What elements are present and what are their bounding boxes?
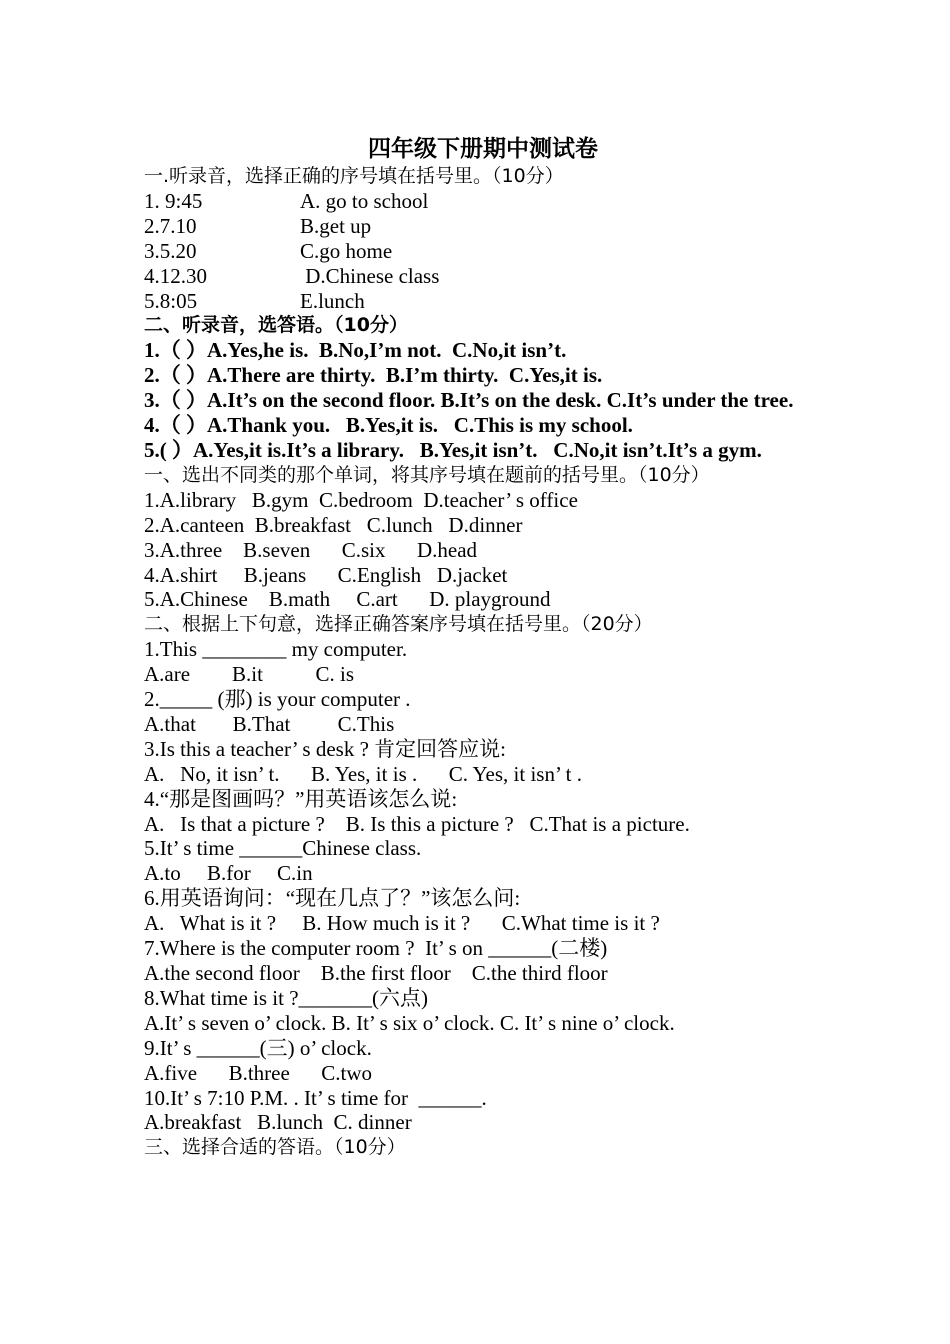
answer-options: A. Is that a picture ? B. Is this a picture ? C.That is a picture.: [144, 811, 690, 836]
question-line: 8.What time is it ?_______(六点): [144, 985, 429, 1010]
item-right: D.Chinese class: [300, 263, 440, 288]
answer-options: A.to B.for C.in: [144, 861, 313, 886]
answer-options: A. No, it isn’ t. B. Yes, it is . C. Yes, it isn’ t .: [144, 761, 582, 786]
item-right: B.get up: [300, 213, 372, 238]
answer-options: A.are B.it C. is: [144, 662, 354, 687]
item-left: 2.7.10: [144, 213, 197, 238]
section5-heading: 三、选择合适的答语。（10分）: [144, 1136, 406, 1159]
list-item: [144, 189, 806, 214]
question-item: 1.A.library B.gym C.bedroom D.teacher’ s office: [144, 487, 578, 512]
item-right: E.lunch: [300, 288, 365, 313]
answer-options: A.breakfast B.lunch C. dinner: [144, 1110, 412, 1135]
list-item: [144, 214, 806, 239]
question-item: 2.A.canteen B.breakfast C.lunch D.dinner: [144, 512, 523, 537]
question-line: 10.It’ s 7:10 P.M. . It’ s time for ______.: [144, 1085, 487, 1110]
question-line: 6.用英语询问：“现在几点了？”该怎么问:: [144, 886, 521, 911]
list-item: [144, 239, 806, 264]
question-line: 1.This ________ my computer.: [144, 637, 408, 662]
question-line: 7.Where is the computer room ? It’ s on ______(二楼): [144, 936, 608, 961]
question-line: 5.It’ s time ______Chinese class.: [144, 836, 422, 861]
answer-options: A.that B.That C.This: [144, 711, 395, 736]
question-item: 4.（ ）A.Thank you. B.Yes,it is. C.This is my school.: [144, 413, 633, 438]
answer-options: A.the second floor B.the first floor C.the third floor: [144, 961, 608, 985]
item-right: A. go to school: [300, 188, 429, 213]
section2-heading: 二、听录音，选答语。（10分）: [144, 314, 408, 337]
question-item: 1.（ ）A.Yes,he is. B.No,I’m not. C.No,it isn’t.: [144, 338, 567, 363]
question-item: 5.( ）A.Yes,it is.It’s a library. B.Yes,it isn’t. C.No,it isn’t.It’s a gym.: [144, 437, 762, 462]
question-item: 2.（ ）A.There are thirty. B.I’m thirty. C.Yes,it is.: [144, 363, 603, 388]
list-item: [144, 289, 806, 314]
section3-heading: 一、选出不同类的那个单词，将其序号填在题前的括号里。（10分）: [144, 463, 710, 486]
question-line: 9.It’ s ______(三) o’ clock.: [144, 1035, 372, 1060]
section4-heading: 二、根据上下句意，选择正确答案序号填在括号里。（20分）: [144, 613, 653, 636]
answer-options: A.five B.three C.two: [144, 1060, 373, 1085]
question-item: 5.A.Chinese B.math C.art D. playground: [144, 587, 551, 612]
item-left: 1. 9:45: [144, 188, 203, 213]
item-left: 5.8:05: [144, 288, 198, 313]
item-left: 3.5.20: [144, 238, 197, 263]
question-item: 4.A.shirt B.jeans C.English D.jacket: [144, 562, 508, 587]
question-item: 3.（ ）A.It’s on the second floor. B.It’s on the desk. C.It’s under the tree.: [144, 388, 794, 413]
item-left: 4.12.30: [144, 263, 207, 288]
section1-list: [144, 189, 806, 314]
question-line: 4.“那是图画吗？”用英语该怎么说:: [144, 786, 458, 811]
page-title: 四年级下册期中测试卷: [368, 136, 598, 161]
answer-options: A. What is it ? B. How much is it ? C.What time is it ?: [144, 911, 660, 936]
question-line: 3.Is this a teacher’ s desk ? 肯定回答应说:: [144, 736, 506, 761]
section1-heading: 一.听录音，选择正确的序号填在括号里。（10分）: [144, 165, 564, 187]
question-line: 2._____ (那) is your computer .: [144, 687, 411, 712]
list-item: [144, 264, 806, 289]
question-item: 3.A.three B.seven C.six D.head: [144, 537, 478, 562]
item-right: C.go home: [300, 238, 393, 263]
answer-options: A.It’ s seven o’ clock. B. It’ s six o’ clock. C. It’ s nine o’ clock.: [144, 1010, 675, 1035]
